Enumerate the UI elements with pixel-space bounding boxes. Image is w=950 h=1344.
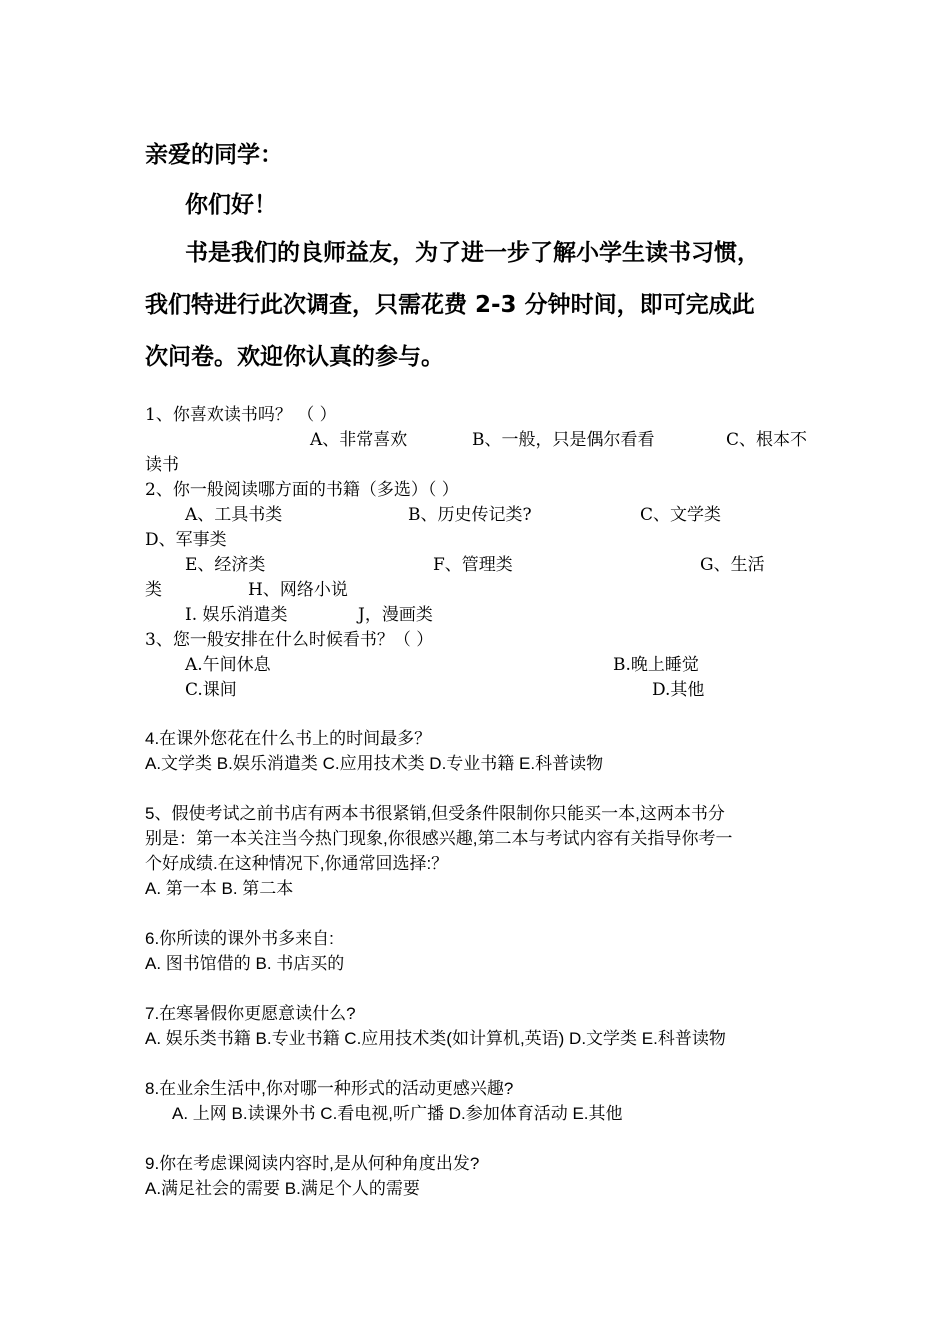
q9-options: A.满足社会的需要 B.满足个人的需要 <box>145 1179 420 1198</box>
q6-options: A. 图书馆借的 B. 书店买的 <box>145 954 345 973</box>
q2-question: 2、你一般阅读哪方面的书籍（多选）（ ） <box>145 480 459 500</box>
q2-option-g-cont: 类 <box>145 580 162 600</box>
q3-option-b: B.晚上睡觉 <box>613 655 699 675</box>
q1-option-c: C、根本不 <box>726 430 808 450</box>
q1-option-a: A、非常喜欢 <box>310 430 408 450</box>
q2-option-i: I. 娱乐消遣类 <box>185 605 288 625</box>
q2-option-b: B、历史传记类? <box>408 505 532 525</box>
q5-question-line1: 5、假使考试之前书店有两本书很紧销,但受条件限制你只能买一本,这两本书分 <box>145 804 725 823</box>
q5-options: A. 第一本 B. 第二本 <box>145 879 294 898</box>
intro-paragraph-line3: 次问卷。欢迎你认真的参与。 <box>145 344 444 370</box>
hello: 你们好！ <box>185 192 277 218</box>
q3-option-c: C.课间 <box>185 680 237 700</box>
q2-option-j: J，漫画类 <box>358 605 433 625</box>
q4-question: 4.在课外您花在什么书上的时间最多？ <box>145 729 432 748</box>
q7-question: 7.在寒暑假你更愿意读什么? <box>145 1004 356 1023</box>
q8-options: A. 上网 B.读课外书 C.看电视,听广播 D.参加体育活动 E.其他 <box>172 1104 623 1123</box>
q8-question: 8.在业余生活中,你对哪一种形式的活动更感兴趣? <box>145 1079 514 1098</box>
q3-option-a: A.午间休息 <box>185 655 271 675</box>
q3-option-d: D.其他 <box>652 680 705 700</box>
q5-question-line2: 别是：第一本关注当今热门现象,你很感兴趣,第二本与考试内容有关指导你考一 <box>145 829 733 848</box>
q5-question-line3: 个好成绩.在这种情况下,你通常回选择:？ <box>145 854 449 873</box>
q1-option-b: B、一般，只是偶尔看看 <box>472 430 655 450</box>
q4-options: A.文学类 B.娱乐消遣类 C.应用技术类 D.专业书籍 E.科普读物 <box>145 754 604 773</box>
q2-option-d: D、军事类 <box>145 530 227 550</box>
intro-paragraph-line1: 书是我们的良师益友，为了进一步了解小学生读书习惯， <box>185 240 760 266</box>
q2-option-f: F、管理类 <box>433 555 513 575</box>
q2-option-a: A、工具书类 <box>185 505 283 525</box>
q1-question: 1、你喜欢读书吗？ （ ） <box>145 405 337 425</box>
q2-option-c: C、文学类 <box>640 505 722 525</box>
q3-question: 3、您一般安排在什么时候看书？（ ） <box>145 630 434 650</box>
q2-option-e: E、经济类 <box>185 555 266 575</box>
greeting: 亲爱的同学： <box>145 142 283 168</box>
q9-question: 9.你在考虑课阅读内容时,是从何种角度出发? <box>145 1154 480 1173</box>
q2-option-h: H、网络小说 <box>248 580 348 600</box>
q6-question: 6.你所读的课外书多来自: <box>145 929 334 948</box>
q7-options: A. 娱乐类书籍 B.专业书籍 C.应用技术类(如计算机,英语) D.文学类 E.科普读物 <box>145 1029 726 1048</box>
q2-option-g: G、生活 <box>700 555 765 575</box>
intro-paragraph-line2: 我们特进行此次调查，只需花费 2-3 分钟时间，即可完成此 <box>145 292 755 318</box>
q1-option-c-cont: 读书 <box>145 455 179 475</box>
